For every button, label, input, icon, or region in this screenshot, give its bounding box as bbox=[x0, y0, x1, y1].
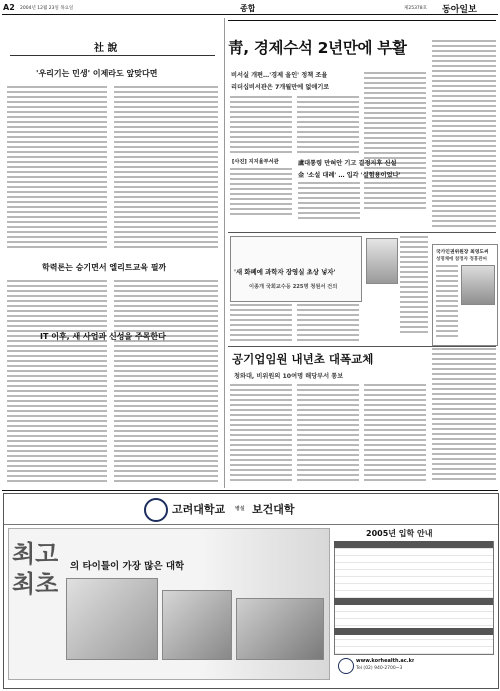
portrait-photo bbox=[366, 238, 398, 284]
ad-footer-logo bbox=[338, 658, 354, 674]
public-headline: 공기업임원 내년초 대폭교체 bbox=[232, 352, 374, 366]
masthead-rule bbox=[2, 14, 498, 15]
ad-phone: Tel (02) 940-2700~3 bbox=[356, 666, 403, 671]
lead-top-rule bbox=[228, 20, 496, 21]
lead-body-col1 bbox=[230, 96, 292, 154]
advertisement bbox=[3, 493, 499, 689]
ad-big-text-1: 최고 bbox=[12, 539, 59, 568]
quote-subheadline: 이종개 국회교수등 225명 청원서 건의 bbox=[249, 284, 338, 290]
public-body-col2 bbox=[297, 384, 359, 484]
public-top-rule bbox=[228, 346, 496, 347]
lead-body-lower-col1 bbox=[230, 168, 292, 220]
admission-table-header bbox=[334, 541, 493, 548]
issue-date: 2004년 12월 23일 목요일 bbox=[20, 6, 74, 11]
ad-student-photo bbox=[66, 578, 158, 660]
editorial-1-column-left bbox=[7, 86, 107, 252]
lead-body-col4 bbox=[432, 40, 496, 230]
admission-table-header-3 bbox=[334, 628, 493, 635]
public-subheadline: 청와대, 비위원의 10여명 해당부서 통보 bbox=[234, 373, 344, 380]
ad-banner bbox=[4, 494, 498, 525]
ad-lab-photo bbox=[162, 590, 232, 660]
mid-headline: 盧대통령 만혀안 기고 결정지후 신설 bbox=[298, 160, 397, 167]
issue-number: 제25378호 bbox=[404, 6, 428, 11]
editorial-1-column-right bbox=[114, 86, 218, 252]
lead-body-col2 bbox=[297, 96, 359, 154]
mid-subheadline: 金 '소설 대례' … 입각 '실험용이었나' bbox=[298, 172, 401, 179]
mid-body bbox=[298, 182, 360, 224]
lead-photo-caption: [사진] 지지율부서관 bbox=[232, 159, 279, 165]
side-box bbox=[432, 244, 498, 346]
page-number: A2 bbox=[3, 3, 15, 12]
university-name: 고려대학교 bbox=[172, 503, 226, 516]
ad-website: www.korhealth.ac.kr bbox=[356, 658, 415, 664]
quote-box bbox=[230, 236, 362, 302]
public-body-col1 bbox=[230, 384, 292, 484]
portrait-article bbox=[400, 236, 428, 336]
editorial-headline-2: 학력론는 승기면서 엘리트교육 필까 bbox=[42, 263, 167, 272]
college-name: 보건대학 bbox=[252, 503, 295, 516]
side-box-photo bbox=[461, 265, 495, 305]
quote-headline: '새 화폐에 과학자 장영실 초상 넣자' bbox=[234, 268, 336, 276]
public-body-col4 bbox=[432, 348, 496, 484]
admission-title: 2005년 입학 안내 bbox=[366, 529, 433, 538]
editorial-label: 社 說 bbox=[94, 43, 118, 54]
ad-big-text-2: 최초 bbox=[12, 569, 59, 598]
quote-body-col1 bbox=[230, 304, 292, 344]
side-box-title: 국가인권위원장 최영도씨 bbox=[436, 250, 489, 255]
lead-headline: 靑, 경제수석 2년만에 부활 bbox=[228, 39, 407, 57]
ad-campus-photo bbox=[236, 598, 324, 660]
editorial-3-column-right bbox=[114, 350, 218, 485]
university-crest-icon bbox=[144, 498, 168, 522]
admission-table-header-2 bbox=[334, 598, 493, 605]
side-box-subtitle: 성명체에 참정자 정휴관씨 bbox=[436, 257, 487, 262]
ad-tagline: 의 타이틀이 가장 많은 대학 bbox=[70, 561, 185, 572]
newspaper-logo: 동아일보 bbox=[442, 5, 477, 15]
ad-top-rule bbox=[2, 490, 498, 491]
quote-box-top-rule bbox=[228, 232, 496, 233]
public-body-col3 bbox=[364, 384, 426, 484]
section-name: 종합 bbox=[240, 4, 256, 13]
university-suffix: 병설 bbox=[235, 506, 245, 512]
editorial-headline-1: '우리기는 민생' 이제라도 앞맞다면 bbox=[36, 69, 158, 78]
lead-subheadline-2: 리더십비서관은 7개월만에 없애기로 bbox=[231, 84, 330, 91]
quote-body-col2 bbox=[297, 304, 359, 344]
editorial-3-column-left bbox=[7, 350, 107, 485]
lead-subheadline-1: 비서실 개편…'경제 올인' 정책 조율 bbox=[231, 72, 328, 79]
editorial-headline-3: IT 이후, 새 사업과 신성을 주목한다 bbox=[40, 332, 166, 341]
editorial-divider bbox=[224, 18, 225, 488]
lead-body-col3 bbox=[364, 72, 426, 212]
side-box-text bbox=[436, 265, 458, 341]
editorial-label-rule bbox=[10, 55, 215, 56]
